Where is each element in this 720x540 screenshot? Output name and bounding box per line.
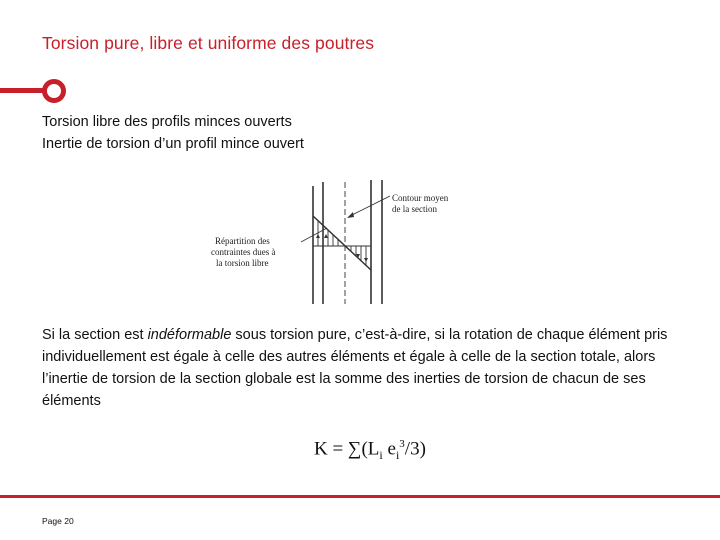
label-contour-2: de la section bbox=[392, 204, 437, 214]
label-stress-3: la torsion libre bbox=[216, 258, 269, 268]
label-stress-1: Répartition des bbox=[215, 236, 270, 246]
formula-rhs: /3) bbox=[404, 438, 426, 460]
body-part-2: sous torsion pure, c’est-à-dire, si la rotation de chaque élément pris individuellement est égale à celle des autres éléments et égale à celle de la section totale, alors l’inertie de torsion de la section globale est la somme des inerties de torsion de chacun de ses éléments bbox=[42, 327, 668, 409]
torsion-stress-diagram bbox=[205, 172, 470, 307]
body-paragraph bbox=[42, 324, 692, 412]
label-stress-2: contraintes dues à bbox=[211, 247, 276, 257]
formula-mid: e bbox=[382, 438, 396, 460]
footer-rule bbox=[0, 495, 720, 498]
formula-lhs: K = ∑(L bbox=[314, 438, 380, 460]
arrow-down-2 bbox=[364, 258, 368, 262]
formula-sub-2: i bbox=[395, 448, 400, 463]
leader-right bbox=[350, 196, 390, 216]
page-number: Page 20 bbox=[42, 516, 74, 526]
title-accent-dot bbox=[42, 79, 66, 103]
subtitle-block bbox=[42, 111, 304, 155]
arrow-up-1 bbox=[316, 234, 320, 238]
subtitle-line-2: Inertie de torsion d’un profil mince ouvert bbox=[42, 136, 304, 152]
stress-diagonal bbox=[313, 216, 371, 270]
body-part-1: Si la section est bbox=[42, 327, 148, 343]
label-contour-1: Contour moyen bbox=[392, 193, 449, 203]
torsion-formula bbox=[314, 438, 426, 463]
body-emphasis: indéformable bbox=[147, 327, 232, 343]
hatch-upper bbox=[318, 221, 338, 246]
formula-sup: 3 bbox=[399, 438, 405, 450]
slide-title: Torsion pure, libre et uniforme des poutres bbox=[42, 33, 375, 53]
formula-sub-1: i bbox=[379, 448, 383, 463]
leader-right-head bbox=[347, 212, 354, 218]
subtitle-line-1: Torsion libre des profils minces ouverts bbox=[42, 114, 292, 130]
arrow-up-2 bbox=[324, 234, 328, 238]
